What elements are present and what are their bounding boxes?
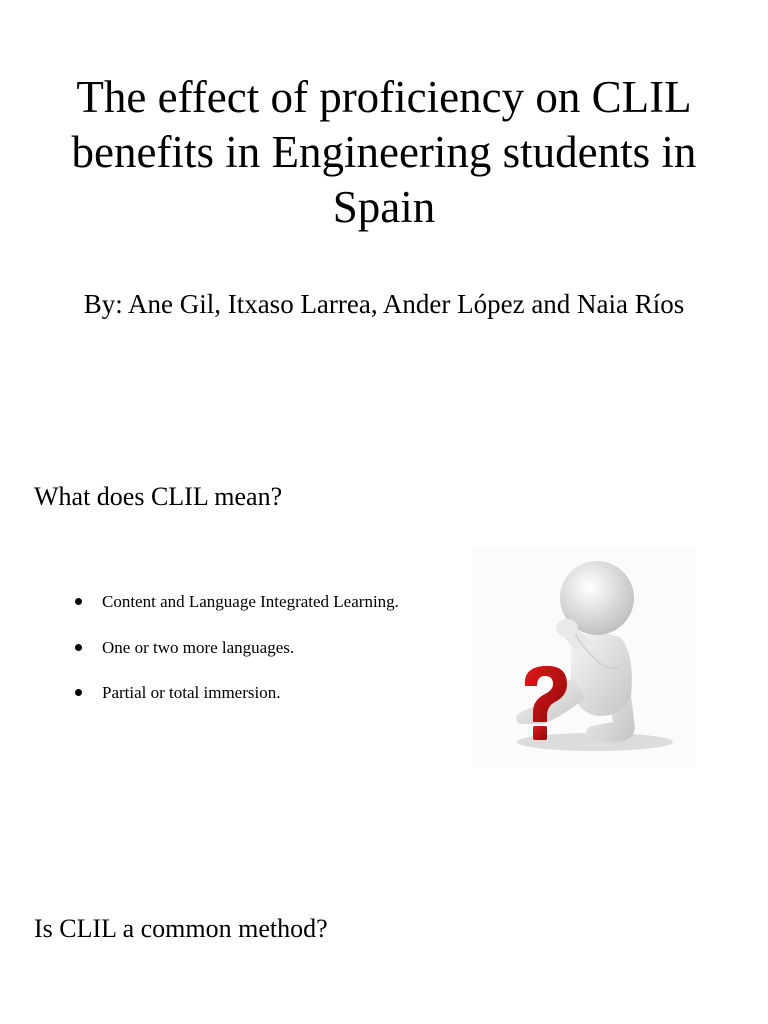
list-item-text: One or two more languages. xyxy=(102,637,295,657)
list-item-text: Content and Language Integrated Learning. xyxy=(102,592,399,611)
bullet-icon xyxy=(75,598,82,605)
bullet-icon xyxy=(75,644,82,651)
section-heading-clil-common: Is CLIL a common method? xyxy=(34,914,328,943)
bullet-icon xyxy=(75,689,82,696)
authors-line: By: Ane Gil, Itxaso Larrea, Ander López and Naia Ríos xyxy=(83,289,685,319)
bullet-list xyxy=(70,588,399,725)
page-title: The effect of proficiency on CLIL benefits in Engineering students in Spain xyxy=(71,72,697,232)
list-item xyxy=(70,634,399,680)
thinking-figure-question-mark-icon xyxy=(473,546,695,768)
list-item-text: Partial or total immersion. xyxy=(102,683,281,702)
list-item xyxy=(70,588,399,634)
section-heading-clil-meaning: What does CLIL mean? xyxy=(34,482,283,511)
list-item xyxy=(70,679,399,725)
